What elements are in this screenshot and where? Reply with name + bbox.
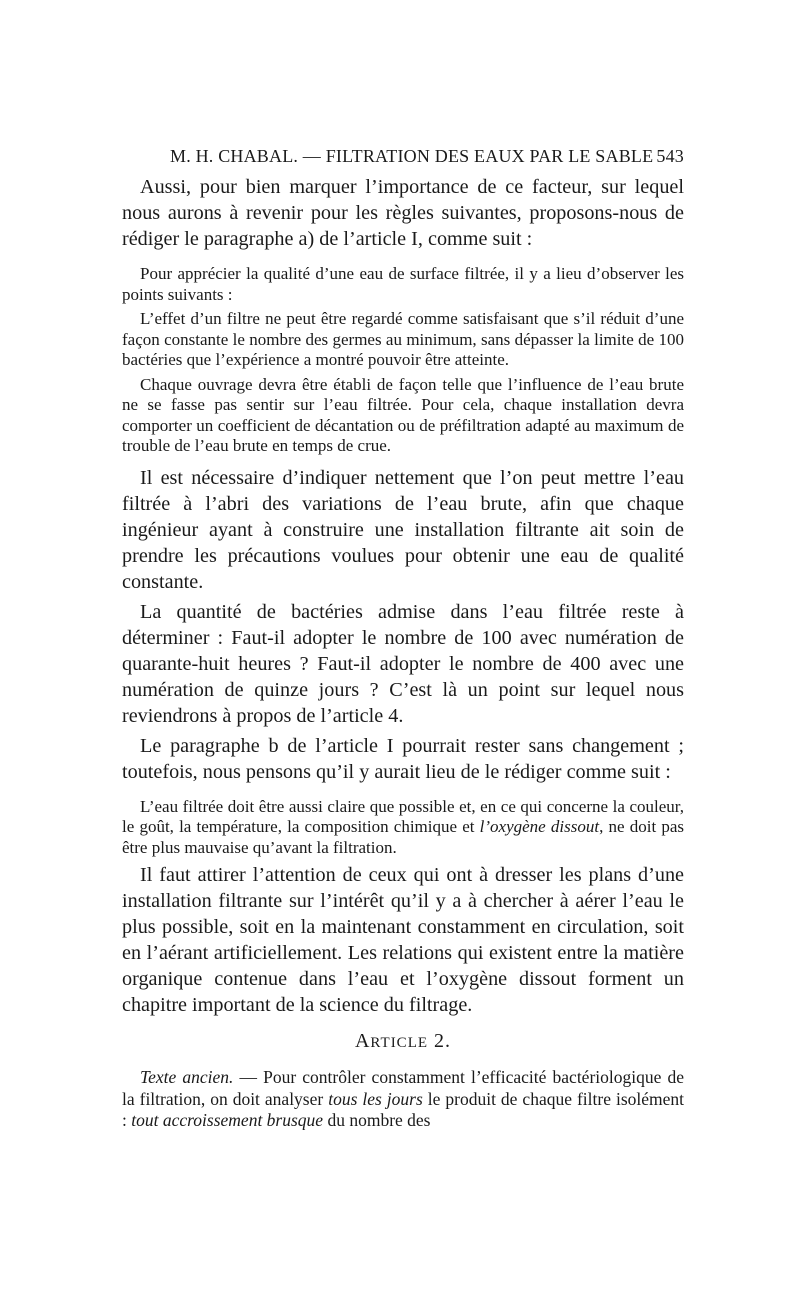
italic-tous-les-jours: tous les jours (328, 1088, 423, 1109)
texte-ancien-c: du nombre des (323, 1110, 431, 1130)
texte-ancien-label: Texte ancien. (140, 1067, 234, 1087)
texte-ancien-b: le produit de chaque filtre isolément : (122, 1088, 684, 1130)
quoted-paragraph-2: L’effet d’un filtre ne peut être regardé comme satisfaisant que s’il réduit d’une façon constante le nombre des germes au minimum, sans dépasser la limite de 100 bactéries que l’expérience a montré pouvoir être atteinte. (122, 309, 684, 369)
quoted-paragraph-3: Chaque ouvrage devra être établi de façon telle que l’influence de l’eau brute ne se fasse pas sentir sur l’eau filtrée. Pour cela, chaque installation devra comporter un coefficient de décantation ou de préfiltration adapté au maximum de trouble de l’eau brute en temps de crue. (122, 374, 684, 455)
paragraph-4: Le paragraphe b de l’article I pourrait rester sans changement ; toutefois, nous pensons qu’il y aurait lieu de le rédiger comme suit : (122, 734, 684, 783)
paragraph-texte-ancien (122, 1067, 684, 1132)
article-word: RTICLE (370, 1035, 429, 1051)
quoted-paragraph-1: Pour apprécier la qualité d’une eau de surface filtrée, il y a lieu d’observer les points suivants : (122, 264, 684, 304)
running-title: M. H. CHABAL. — FILTRATION DES EAUX PAR LE SABLE (170, 146, 654, 166)
texte-ancien-a: — Pour contrôler constamment l’efficacité bactériologique de la filtration, on doit analyser (122, 1067, 684, 1109)
paragraph-5: Il faut attirer l’attention de ceux qui ont à dresser les plans d’une installation filtrante sur l’intérêt qu’il y a à chercher à aérer l’eau le plus possible, soit en la maintenant constamment en circulation, soit en l’aérant artificiellement. Les relations qui existent entre la matière organique contenue dans l’eau et l’oxygène dissout forment un chapitre important de la science du filtrage. (122, 864, 684, 1016)
quoted-text-a: L’eau filtrée doit être aussi claire que possible et, en ce qui concerne la couleur, le goût, la température, la composition chimique et (122, 796, 684, 836)
page-body (122, 174, 684, 1132)
italic-accroissement: tout accroissement brusque (131, 1110, 324, 1130)
running-header (170, 146, 684, 167)
article-initial: A (354, 1030, 371, 1052)
paragraph-2: Il est nécessaire d’indiquer nettement que l’on peut mettre l’eau filtrée à l’abri des variations de l’eau brute, afin que chaque ingénieur ayant à construire une installation filtrante ait soin de prendre les précautions voulues pour obtenir une eau de qualité constante. (122, 466, 684, 593)
quoted-text-b: , ne doit pas être plus mauvaise qu’avant la filtration. (122, 817, 684, 857)
page-number: 543 (656, 146, 684, 166)
paragraph-3: La quantité de bactéries admise dans l’eau filtrée reste à déterminer : Faut-il adopter le nombre de 100 avec numération de quarante-huit heures ? Faut-il adopter le nombre de 400 avec une numération de quinze jours ? C’est là un point sur lequel nous reviendrons à propos de l’article 4. (122, 600, 684, 727)
paragraph-1: Aussi, pour bien marquer l’importance de ce facteur, sur lequel nous aurons à revenir pour les règles suivantes, proposons-nous de rédiger le paragraphe a) de l’article I, comme suit : (122, 176, 684, 250)
article-heading (122, 1030, 684, 1053)
quoted-paragraph-4 (122, 797, 684, 859)
italic-term: l’oxygène dissout (479, 817, 600, 836)
article-number: 2. (434, 1030, 452, 1052)
